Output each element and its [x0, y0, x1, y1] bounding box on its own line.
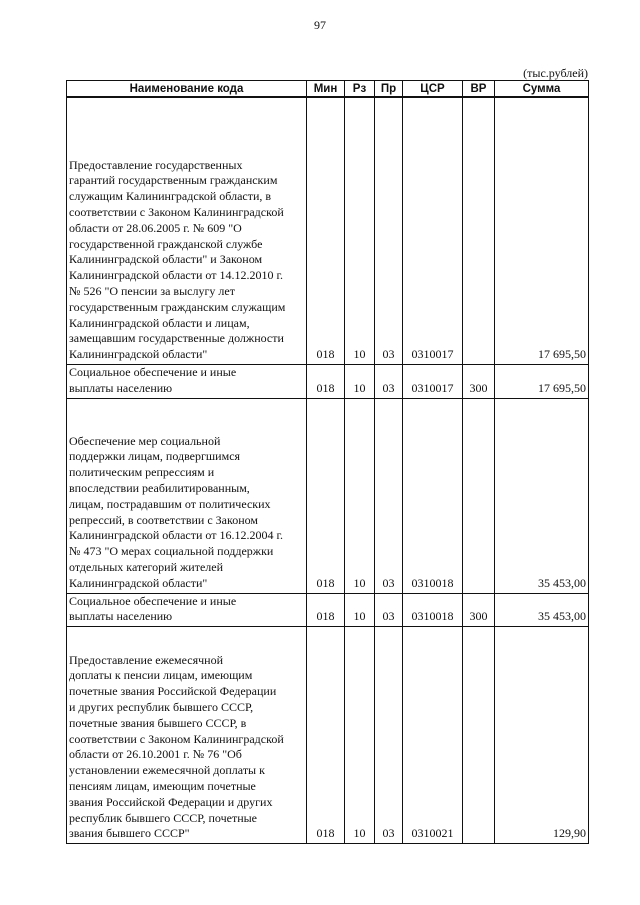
- row-pr: 03: [375, 627, 403, 844]
- row-pr: 03: [375, 593, 403, 627]
- row-sum: 17 695,50: [495, 97, 589, 365]
- header-vr: ВР: [463, 81, 495, 98]
- row-sum: 35 453,00: [495, 398, 589, 593]
- row-min: 018: [307, 365, 345, 399]
- row-pr: 03: [375, 365, 403, 399]
- row-name-cell: [67, 593, 307, 627]
- table-row: [67, 627, 589, 844]
- row-sum: 129,90: [495, 627, 589, 844]
- table-row: [67, 398, 589, 593]
- row-name-cell: [67, 97, 307, 365]
- header-code-name: Наименование кода: [67, 81, 307, 98]
- row-pr: 03: [375, 97, 403, 365]
- row-vr: [463, 627, 495, 844]
- row-csr: 0310017: [403, 365, 463, 399]
- row-name: Социальное обеспечение и иные выплаты населению: [69, 593, 237, 624]
- header-sum: Сумма: [495, 81, 589, 98]
- row-name: Предоставление государственных гарантий государственным гражданским служащим Калининградской области, в соответствии с Законом Калининградской области от 28.06.2005 г. № 609 "О государственной гражданской службе Калининградской области" и Законом Калининградской области от 14.12.2010 г. № 526 "О пенсии за выслугу лет государственным гражданским служащим Калининградской области и лицам, замещавшим государственные должности Калининградской области": [69, 157, 286, 362]
- row-csr: 0310018: [403, 593, 463, 627]
- table-row: [67, 593, 589, 627]
- table-row: [67, 97, 589, 365]
- row-vr: [463, 97, 495, 365]
- units-label: (тыс.рублей): [523, 66, 588, 80]
- budget-table: [66, 80, 589, 844]
- row-rz: 10: [345, 627, 375, 844]
- row-rz: 10: [345, 365, 375, 399]
- row-vr: [463, 398, 495, 593]
- header-pr: Пр: [375, 81, 403, 98]
- row-sum: 35 453,00: [495, 593, 589, 627]
- page-number: 97: [314, 18, 326, 32]
- row-name-cell: [67, 365, 307, 399]
- table-row: [67, 365, 589, 399]
- header-rz: Рз: [345, 81, 375, 98]
- row-rz: 10: [345, 97, 375, 365]
- row-min: 018: [307, 627, 345, 844]
- row-vr: 300: [463, 365, 495, 399]
- row-csr: 0310017: [403, 97, 463, 365]
- table-header-row: [67, 81, 589, 98]
- row-rz: 10: [345, 398, 375, 593]
- row-sum: 17 695,50: [495, 365, 589, 399]
- row-name: Предоставление ежемесячной доплаты к пенсии лицам, имеющим почетные звания Российской Федерации и других республик бывшего СССР, почетные звания бывшего СССР, в соответствии с Законом Калининградской области от 26.10.2001 г. № 76 "Об установлении ежемесячной доплаты к пенсиям лицам, имеющим почетные звания Российской Федерации и других республик бывшего СССР, почетные звания бывшего СССР": [69, 652, 284, 841]
- row-name-cell: [67, 627, 307, 844]
- row-name: Обеспечение мер социальной поддержки лицам, подвергшимся политическим репрессиям и впоследствии реабилитированным, лицам, пострадавшим от политических репрессий, в соответствии с Законом Калининградской области от 16.12.2004 г. № 473 "О мерах социальной поддержки отдельных категорий жителей Калининградской области": [69, 433, 284, 590]
- row-vr: 300: [463, 593, 495, 627]
- row-rz: 10: [345, 593, 375, 627]
- row-min: 018: [307, 593, 345, 627]
- row-csr: 0310021: [403, 627, 463, 844]
- header-min: Мин: [307, 81, 345, 98]
- row-csr: 0310018: [403, 398, 463, 593]
- row-name: Социальное обеспечение и иные выплаты населению: [69, 365, 237, 395]
- header-csr: ЦСР: [403, 81, 463, 98]
- row-pr: 03: [375, 398, 403, 593]
- row-min: 018: [307, 398, 345, 593]
- row-min: 018: [307, 97, 345, 365]
- row-name-cell: [67, 398, 307, 593]
